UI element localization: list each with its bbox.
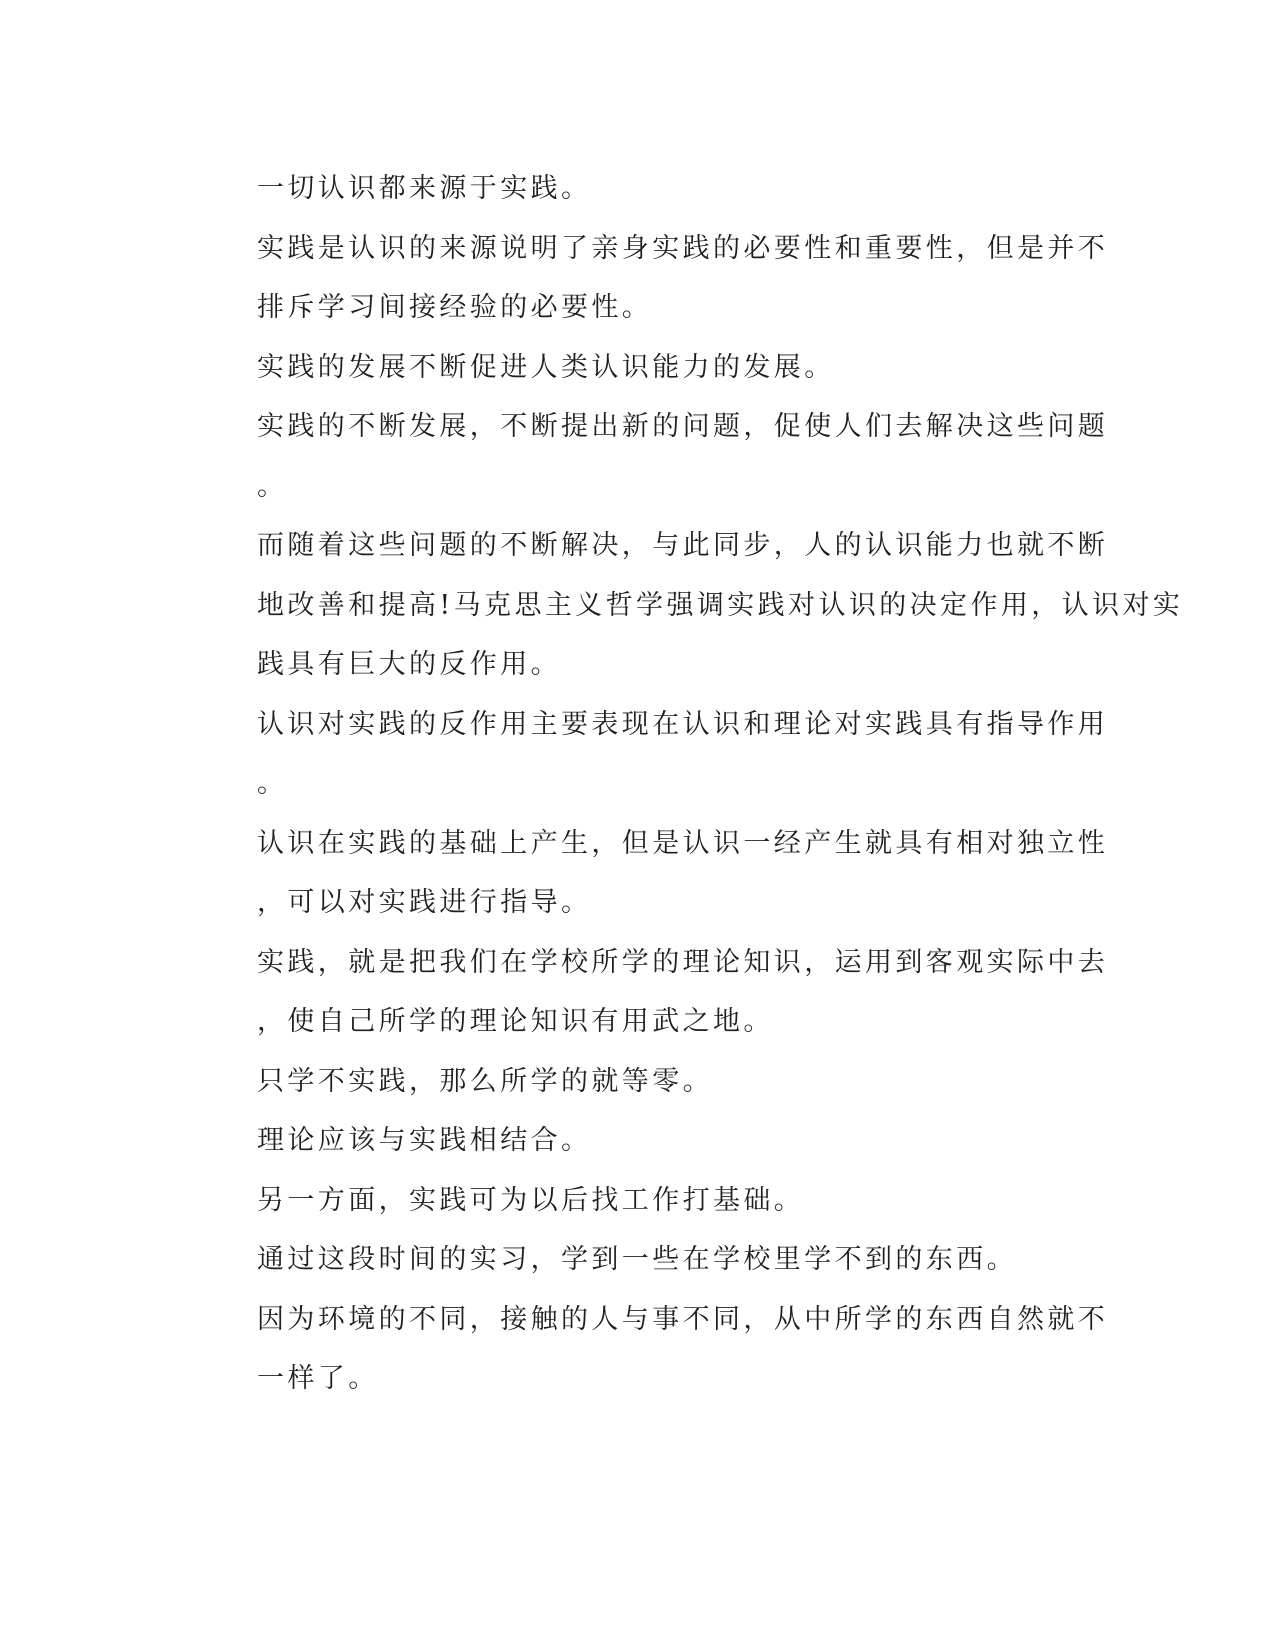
text-line: 。 (257, 768, 288, 799)
text-line: ，可以对实践进行指导。 (257, 887, 592, 918)
text-line: 实践，就是把我们在学校所学的理论知识，运用到客观实际中去 (257, 946, 1109, 978)
text-line: 一样了。 (257, 1363, 379, 1394)
text-line: 一切认识都来源于实践。 (257, 173, 592, 204)
text-line: ，使自己所学的理论知识有用武之地。 (257, 1006, 774, 1037)
paragraph (185, 397, 1109, 516)
text-line: 地改善和提高!马克思主义哲学强调实践对认识的决定作用，认识对实 (257, 589, 1184, 621)
paragraph (185, 1052, 1065, 1112)
text-line: 践具有巨大的反作用。 (257, 649, 561, 680)
text-line: 而随着这些问题的不断解决，与此同步，人的认识能力也就不断 (257, 530, 1109, 561)
text-line: 。 (257, 470, 288, 502)
document-body (185, 159, 1184, 1409)
text-line: 实践的发展不断促进人类认识能力的发展。 (257, 351, 835, 383)
text-line: 通过这段时间的实习，学到一些在学校里学不到的东西。 (257, 1244, 1017, 1275)
paragraph (185, 1171, 1065, 1231)
paragraph (185, 1230, 1065, 1290)
text-line: 排斥学习间接经验的必要性。 (257, 292, 653, 323)
paragraph (185, 933, 1109, 1052)
paragraph (185, 219, 1109, 338)
paragraph (185, 516, 1184, 695)
text-line: 认识对实践的反作用主要表现在认识和理论对实践具有指导作用 (257, 708, 1109, 740)
paragraph (185, 814, 1109, 933)
text-line: 理论应该与实践相结合。 (257, 1125, 592, 1156)
paragraph (185, 695, 1109, 814)
paragraph (185, 159, 1065, 219)
text-line: 因为环境的不同，接触的人与事不同，从中所学的东西自然就不 (257, 1303, 1109, 1335)
text-line: 实践是认识的来源说明了亲身实践的必要性和重要性，但是并不 (257, 232, 1109, 264)
text-line: 只学不实践，那么所学的就等零。 (257, 1065, 713, 1097)
paragraph (185, 1111, 1065, 1171)
paragraph (185, 1290, 1109, 1409)
paragraph (185, 338, 1065, 398)
text-line: 另一方面，实践可为以后找工作打基础。 (257, 1184, 805, 1216)
text-line: 认识在实践的基础上产生，但是认识一经产生就具有相对独立性 (257, 827, 1109, 859)
text-line: 实践的不断发展，不断提出新的问题，促使人们去解决这些问题 (257, 411, 1109, 442)
